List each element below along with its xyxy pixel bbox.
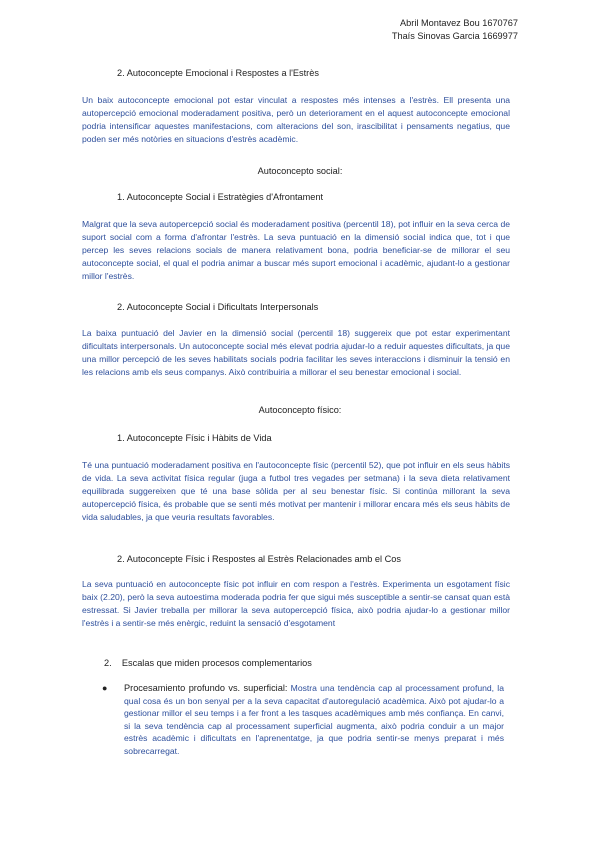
paragraph-social-coping: Malgrat que la seva autopercepció social és moderadament positiva (percentil 18), pot influir en la seva cerca de suport social com a forma d'afrontar l'estrès. La seva puntuació en la dimensió social indica que, tot i que percep les seves relacions socials de manera relativament bona, podria beneficiar-se de millorar el seu autoconcepte social, el qual el podria animar a buscar més suport emocional i acadèmic, ajudant-lo a gestionar millor l'estrès. [82,219,511,281]
paragraph-emotional-stress: Un baix autoconcepte emocional pot estar vinculat a respostes més intenses a l'estrès. Ell presenta una autopercepció emocional moderadament positiva, però un deteriorament en el aquest autoconcepte emocional podria intensificar aquestes manifestacions, com alteracions del son, irascibilitat i pensaments negatius, que poden ser més notòries en situacions d'estrès acadèmic. [82,95,510,144]
heading-social-interpersonal: 2. Autoconcepte Social i Dificultats Interpersonals [117,302,319,312]
paragraph-social-interpersonal: La baixa puntuació del Javier en la dimensió social (percentil 18) suggereix que pot estar experimentant dificultats interpersonals. Un autoconcepte social més elevat podria ajudar-lo a reduir aquestes dificultats, ja que una millor percepció de les seves habilitats socials podria facilitar les seves interaccions i disminuir la tensió en les relacions amb els seus companys. Això contribuiria a millorar el seu benestar emocional i social. [82,328,510,377]
section-title-physical: Autoconcepto físico: [258,405,342,415]
heading-emotional-stress: 2. Autoconcepte Emocional i Respostes a l'Estrès [117,68,319,78]
author-line-1: Abril Montavez Bou 1670767 [400,18,518,28]
heading-physical-stress: 2. Autoconcepte Físic i Respostes al Estrès Relacionades amb el Cos [117,554,401,564]
section-title-social: Autoconcepto social: [257,166,343,176]
heading-physical-habits: 1. Autoconcepte Físic i Hàbits de Vida [117,433,272,443]
heading-scales: 2. Escalas que miden procesos complementarios [104,658,312,668]
bullet-body: Mostra una tendència cap al processament profund, la qual cosa és un bon senyal per a la seva capacitat d'autoregulació acadèmica. Això pot ajudar-lo a gestionar millor el seu temps i a fer front a les tasques acadèmiques amb més confiança. En canvi, si la seva tendència cap al processament superficial augmenta, això podria conduir a un major estrès acadèmic i dificultats en l'aprenentatge, ja que podria sentir-se menys preparat i més sobrecarregat. [124,683,504,756]
bullet-item [104,682,504,758]
paragraph-physical-stress: La seva puntuació en autoconcepte físic pot influir en com respon a l'estrès. Experimenta un esgotament físic baix (2.20), però la seva autoestima moderada podria fer que sigui més susceptible a sentir-se cansat quan està estressat. Si Javier treballa per millorar la seva autopercepció física, això podria ajudar-lo a gestionar millor l'estrès i a sentir-se més enèrgic, reduint la sensació d'esgotament [82,579,510,628]
bullet-text [124,682,504,758]
author-header [392,17,518,43]
bullet-lead: Procesamiento profundo vs. superficial: [124,683,288,693]
author-line-2: Thaís Sinovas Garcia 1669977 [391,31,518,41]
bullet-dot-icon: ● [102,683,108,693]
paragraph-physical-habits: Té una puntuació moderadament positiva en l'autoconcepte físic (percentil 52), que pot influir en els seus hàbits de vida. La seva activitat física regular (juga a futbol tres vegades per setmana) i la seva dieta relativament equilibrada suggereixen que té una base sòlida per al seu benestar físic. Si continúa millorant la seva autopercepció física, és probable que se senti més motivat per mantenir i millorar encara més els seus hàbits de vida saludables, ja que veuria resultats favorables. [82,460,510,522]
heading-social-coping: 1. Autoconcepte Social i Estratègies d'Afrontament [117,192,324,202]
